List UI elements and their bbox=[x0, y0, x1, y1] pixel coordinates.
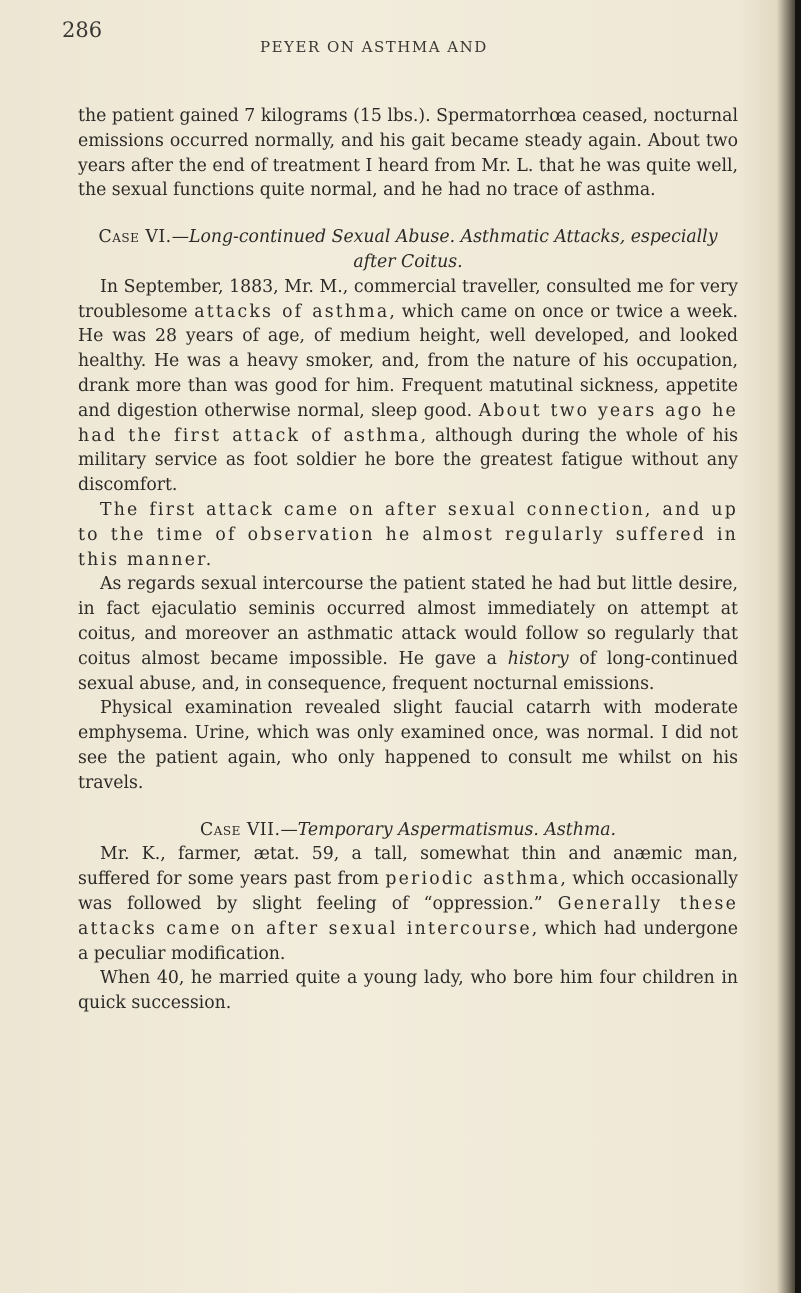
emphasis-text: About two years ago he had the first attack of asthma bbox=[78, 400, 738, 446]
case-heading-vii bbox=[78, 818, 738, 843]
italic-text: history bbox=[507, 648, 569, 669]
emphasis-text: Generally these attacks came on after sexual intercourse bbox=[78, 893, 738, 939]
case-label: Case VII. bbox=[199, 819, 281, 840]
paragraph: Physical examination revealed slight faucial catarrh with moderate emphysema. Urine, which was only examined once, was normal. I did not see the patient again, who only happened to consult me whilst on his travels. bbox=[78, 698, 738, 793]
paragraph bbox=[78, 572, 738, 696]
case-heading-vi bbox=[78, 225, 738, 275]
text-run: Mr. K., farmer, ætat. 59, a tall, somewhat thin and anæmic man, suffered for some years past from bbox=[78, 844, 738, 890]
paragraph bbox=[78, 842, 738, 966]
text-run: of long-continued sexual abuse, and, in consequence, frequent nocturnal emissions. bbox=[78, 648, 739, 694]
paragraph-continued: the patient gained 7 kilograms (15 lbs.). Spermatorrhœa ceased, nocturnal emissions occurred normally, and his gait became steady again. About two years after the end of treatment I heard from Mr. L. that he was quite well, the sexual functions quite normal, and he had no trace of asthma. bbox=[78, 106, 738, 201]
paragraph bbox=[78, 275, 738, 498]
page-number: 286 bbox=[62, 18, 103, 42]
running-head: PEYER ON ASTHMA AND bbox=[260, 38, 488, 56]
text-run: In September, 1883, Mr. M., commercial traveller, consulted me for very troublesome bbox=[78, 276, 738, 322]
text-run: , which came on once or twice a week. He was 28 years of age, of medium height, well developed, and looked healthy. He was a heavy smoker, and, from the nature of his occupation, drank more than was good for him. Frequent matutinal sickness, appetite and digestion otherwise normal, sleep good. bbox=[78, 301, 739, 421]
body-text bbox=[78, 104, 738, 1016]
case-label: Case VI. bbox=[98, 227, 172, 248]
scan-edge-shadow bbox=[795, 0, 801, 1293]
emphasis-text: periodic asthma bbox=[385, 869, 561, 890]
emphasis-text: attacks of asthma bbox=[194, 301, 390, 322]
text-run: , which occasionally was followed by slight feeling of “oppression.” bbox=[78, 869, 738, 914]
paragraph-emphasis: The first attack came on after sexual connection, and up to the time of observation he almost regularly suffered in this manner. bbox=[78, 499, 738, 570]
text-run: , although during the whole of his military service as foot soldier he bore the greatest fatigue without any discomfort. bbox=[78, 425, 738, 496]
text-run: As regards sexual intercourse the patient stated he had but little desire, in fact ejaculatio seminis occurred almost immediately on attempt at coitus, and moreover an asthmatic attack would follow so regularly that coitus almost became impossible. He gave a bbox=[78, 574, 738, 669]
case-title: —Long-continued Sexual Abuse. Asthmatic Attacks, especially after Coitus. bbox=[171, 227, 718, 272]
text-run: , which had undergone a peculiar modification. bbox=[78, 918, 739, 964]
paragraph: When 40, he married quite a young lady, who bore him four children in quick succession. bbox=[78, 968, 738, 1014]
case-title: —Temporary Aspermatismus. Asthma. bbox=[280, 819, 617, 840]
